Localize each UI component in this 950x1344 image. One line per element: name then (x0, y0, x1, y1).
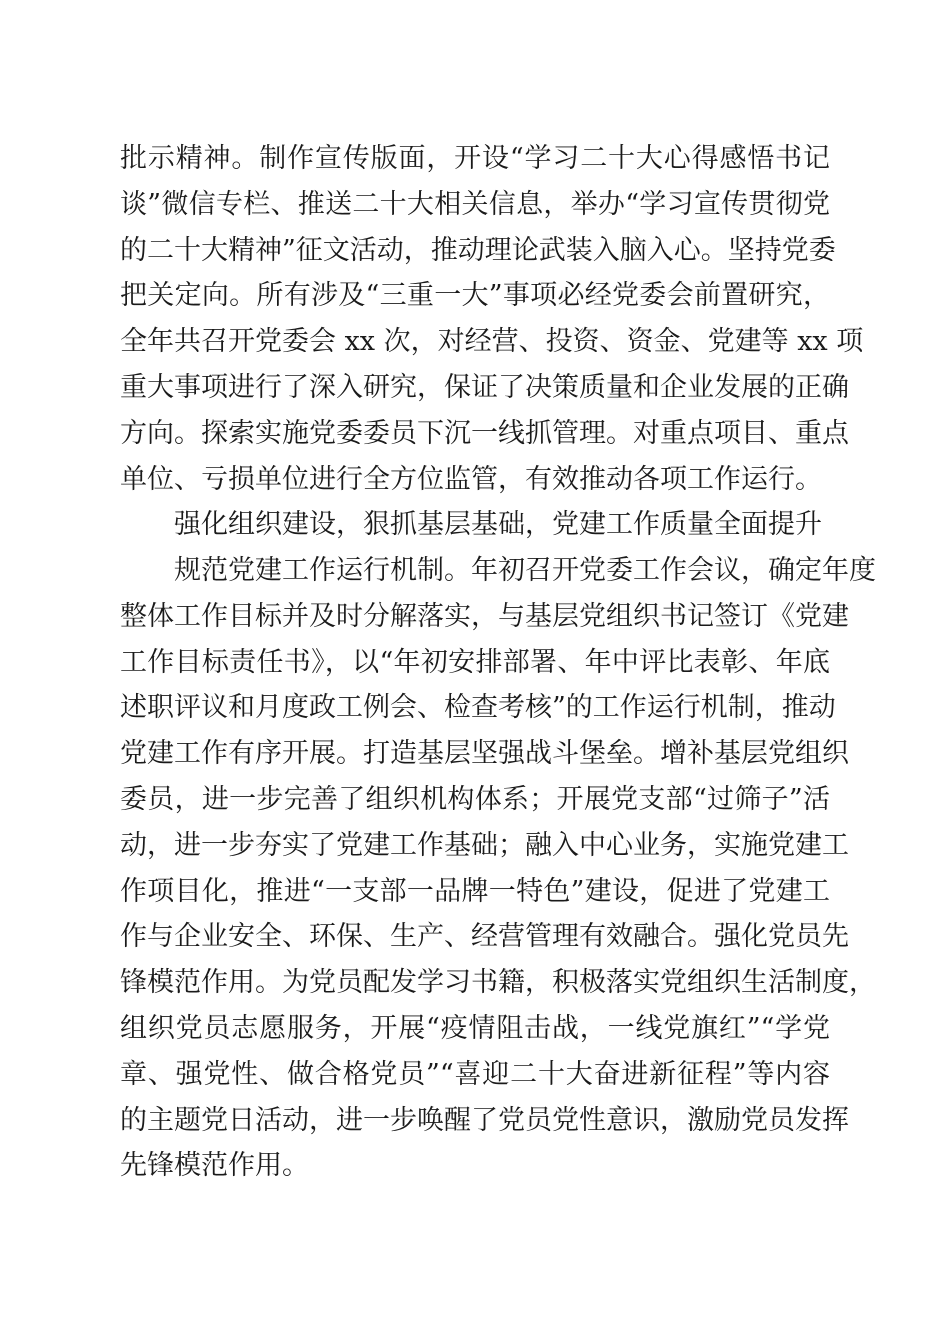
paragraph-organization-building (120, 548, 876, 1189)
text-line: 章、强党性、做合格党员”“喜迎二十大奋进新征程”等内容 (120, 1058, 830, 1090)
text-line: 述职评议和月度政工例会、检查考核”的工作运行机制，推动 (120, 692, 836, 724)
text-line: 的二十大精神”征文活动，推动理论武装入脑入心。坚持党委 (120, 234, 836, 266)
text-line: 整体工作目标并及时分解落实，与基层党组织书记签订《党建 (120, 600, 849, 632)
text-line: 把关定向。所有涉及“三重一大”事项必经党委会前置研究， (120, 280, 830, 312)
text-line: 谈”微信专栏、推送二十大相关信息，举办“学习宣传贯彻党 (120, 188, 830, 220)
text-line: 工作目标责任书》，以“年初安排部署、年中评比表彰、年底 (120, 646, 830, 678)
text-line: 作项目化，推进“一支部一品牌一特色”建设，促进了党建工 (120, 875, 830, 907)
text-line: 先锋模范作用。 (120, 1150, 309, 1182)
text-line: 批示精神。制作宣传版面，开设“学习二十大心得感悟书记 (120, 143, 830, 174)
text-line: 全年共召开党委会 xx 次，对经营、投资、资金、党建等 xx 项 (120, 326, 864, 358)
text-line: 组织党员志愿服务，开展“疫情阻击战，一线党旗红”“学党 (120, 1012, 830, 1044)
section-heading: 强化组织建设，狠抓基层基础，党建工作质量全面提升 (174, 509, 822, 540)
text-line: 单位、亏损单位进行全方位监管，有效推动各项工作运行。 (120, 463, 822, 495)
text-line: 重大事项进行了深入研究，保证了决策质量和企业发展的正确 (120, 371, 849, 403)
text-line: 锋模范作用。为党员配发学习书籍，积极落实党组织生活制度， (120, 967, 876, 999)
paragraph-decision-making (120, 136, 864, 502)
text-line: 作与企业安全、环保、生产、经营管理有效融合。强化党员先 (120, 921, 849, 953)
text-line: 党建工作有序开展。打造基层坚强战斗堡垒。增补基层党组织 (120, 738, 849, 770)
text-line: 方向。探索实施党委委员下沉一线抓管理。对重点项目、重点 (120, 417, 849, 449)
text-line: 规范党建工作运行机制。年初召开党委工作会议，确定年度 (174, 555, 876, 586)
text-line: 动，进一步夯实了党建工作基础；融入中心业务，实施党建工 (120, 829, 849, 861)
text-line: 的主题党日活动，进一步唤醒了党员党性意识，激励党员发挥 (120, 1104, 849, 1136)
text-line: 委员，进一步完善了组织机构体系；开展党支部“过筛子”活 (120, 783, 830, 815)
section-heading-block (174, 502, 834, 548)
